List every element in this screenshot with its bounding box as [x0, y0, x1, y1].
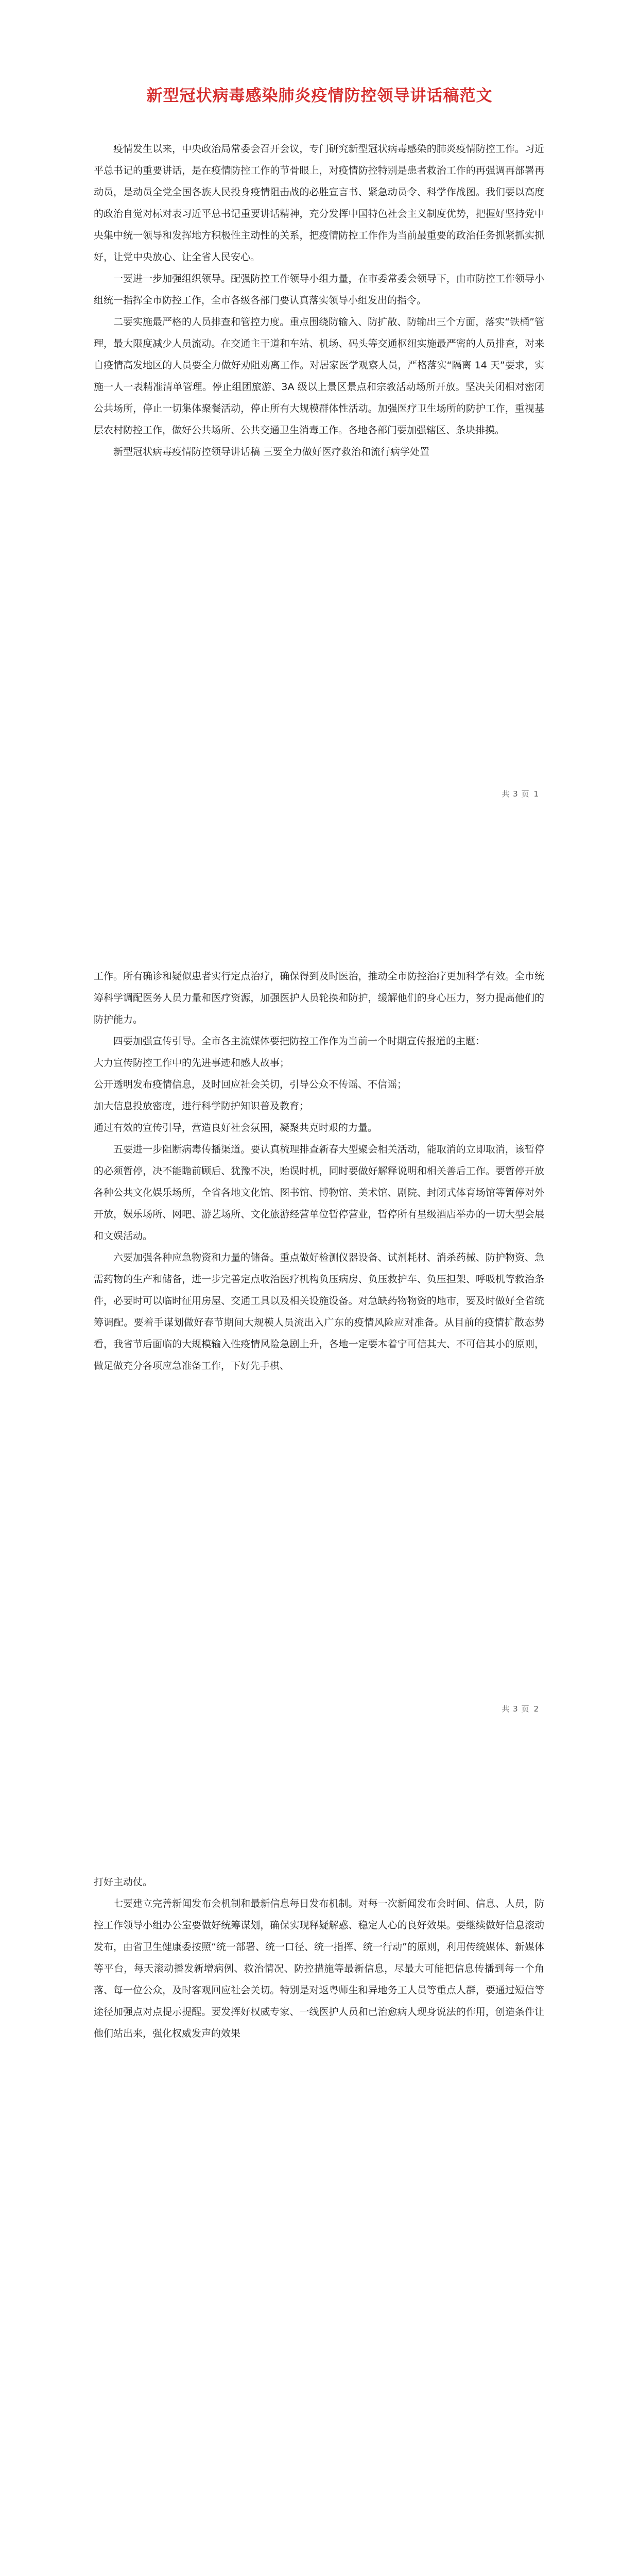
page-footer: [499, 1703, 541, 1714]
page-number: 2: [533, 1704, 539, 1714]
paragraph: 疫情发生以来，中央政治局常委会召开会议，专门研究新型冠状病毒感染的肺炎疫情防控工作。习近平总书记的重要讲话，是在疫情防控工作的节骨眼上，对疫情防控特别是患者救治工作的再强调再部署再动员，是动员全党全国各族人民投身疫情阻击战的必胜宣言书、紧急动员令、科学作战图。我们要以高度的政治自觉对标对表习近平总书记重要讲话精神，充分发挥中国特色社会主义制度优势，把握好坚持党中央集中统一领导和发挥地方积极性主动性的关系，把疫情防控工作作为当前最重要的政治任务抓紧抓实抓好，让党中央放心、让全省人民安心。: [94, 143, 544, 263]
page-2: [0, 904, 639, 1807]
paragraph: 六要加强各种应急物资和力量的储备。重点做好检测仪器设备、试剂耗材、消杀药械、防护物资、急需药物的生产和储备，进一步完善定点收治医疗机构负压病房、负压救护车、负压担架、呼吸机等救治条件，必要时可以临时征用房屋、交通工具以及相关设施设备。对急缺药物物资的地市，要及时做好全省统筹调配。要着手谋划做好春节期间大规模人员流出入广东的疫情风险应对准备。从目前的疫情扩散态势看，我省节后面临的大规模输入性疫情风险急剧上升，各地一定要本着宁可信其大、不可信其小的原则，做足做充分各项应急准备工作，下好先手棋、: [94, 1252, 544, 1371]
page-count: 共 3 页: [502, 1704, 530, 1714]
paragraph: 五要进一步阻断病毒传播渠道。要认真梳理排查新春大型聚会相关活动，能取消的立即取消，该暂停的必须暂停，决不能瞻前顾后、犹豫不决，贻误时机，同时要做好解释说明和相关善后工作。要暂停开放各种公共文化娱乐场所，全省各地文化馆、图书馆、博物馆、美术馆、剧院、封闭式体育场馆等暂停对外开放，娱乐场所、网吧、游艺场所、文化旅游经营单位暂停营业，暂停所有星级酒店举办的一切大型会展和文娱活动。: [94, 1144, 544, 1242]
list-item: 公开透明发布疫情信息，及时回应社会关切，引导公众不传谣、不信谣；: [94, 1079, 407, 1090]
paragraph: 七要建立完善新闻发布会机制和最新信息每日发布机制。对每一次新闻发布会时间、信息、人员，防控工作领导小组办公室要做好统筹谋划，确保实现释疑解惑、稳定人心的良好效果。要继续做好信息滚动发布，由省卫生健康委按照“统一部署、统一口径、统一指挥、统一行动”的原则，利用传统媒体、新媒体等平台，每天滚动播发新增病例、救治情况、防控措施等最新信息，尽最大可能把信息传播到每一个角落、每一位公众，及时客观回应社会关切。特别是对返粤师生和异地务工人员等重点人群，要通过短信等途径加强点对点提示提醒。要发挥好权威专家、一线医护人员和已治愈病人现身说法的作用，创造条件让他们站出来，强化权威发声的效果: [94, 1898, 544, 2039]
paragraph: 四要加强宣传引导。全市各主流媒体要把防控工作作为当前一个时期宣传报道的主题：: [113, 1036, 486, 1047]
page-body: [94, 1871, 544, 2044]
paragraph: 新型冠状病毒疫情防控领导讲话稿 三要全力做好医疗救治和流行病学处置: [113, 446, 430, 457]
page-1: [0, 0, 639, 904]
page-3: [0, 1807, 639, 2576]
list-item: 通过有效的宣传引导，营造良好社会氛围，凝聚共克时艰的力量。: [94, 1122, 378, 1133]
page-body: [94, 965, 544, 1377]
page-number: 1: [533, 789, 539, 799]
page-count: 共 3 页: [502, 789, 530, 799]
paragraph: 打好主动仗。: [94, 1876, 153, 1888]
document-title: 新型冠状病毒感染肺炎疫情防控领导讲话稿范文: [146, 87, 493, 105]
page-footer: [499, 788, 541, 799]
list-item: 大力宣传防控工作中的先进事迹和感人故事；: [94, 1057, 290, 1069]
paragraph: 一要进一步加强组织领导。配强防控工作领导小组力量，在市委常委会领导下，由市防控工作领导小组统一指挥全市防控工作，全市各级各部门要认真落实领导小组发出的指令。: [94, 273, 544, 306]
page-body: [94, 138, 544, 463]
list-item: 加大信息投放密度，进行科学防护知识普及教育；: [94, 1100, 309, 1112]
paragraph: 二要实施最严格的人员排查和管控力度。重点围绕防输入、防扩散、防输出三个方面，落实“铁桶”管理，最大限度减少人员流动。在交通主干道和车站、机场、码头等交通枢纽实施最严密的人员排查，对来自疫情高发地区的人员要全力做好劝阻劝离工作。对居家医学观察人员，严格落实“隔离 14 天”要求，实施一人一表精准清单管理。停止组团旅游、3A 级以上景区景点和宗教活动场所开放。坚决关闭相对密闭公共场所，停止一切集体聚餐活动，停止所有大规模群体性活动。加强医疗卫生场所的防护工作，重视基层农村防控工作，做好公共场所、公共交通卫生消毒工作。各地各部门要加强辖区、条块排摸。: [94, 316, 544, 436]
paragraph: 工作。所有确诊和疑似患者实行定点治疗，确保得到及时医治，推动全市防控治疗更加科学有效。全市统筹科学调配医务人员力量和医疗资源，加强医护人员轮换和防护，缓解他们的身心压力，努力提高他们的防护能力。: [94, 971, 544, 1025]
